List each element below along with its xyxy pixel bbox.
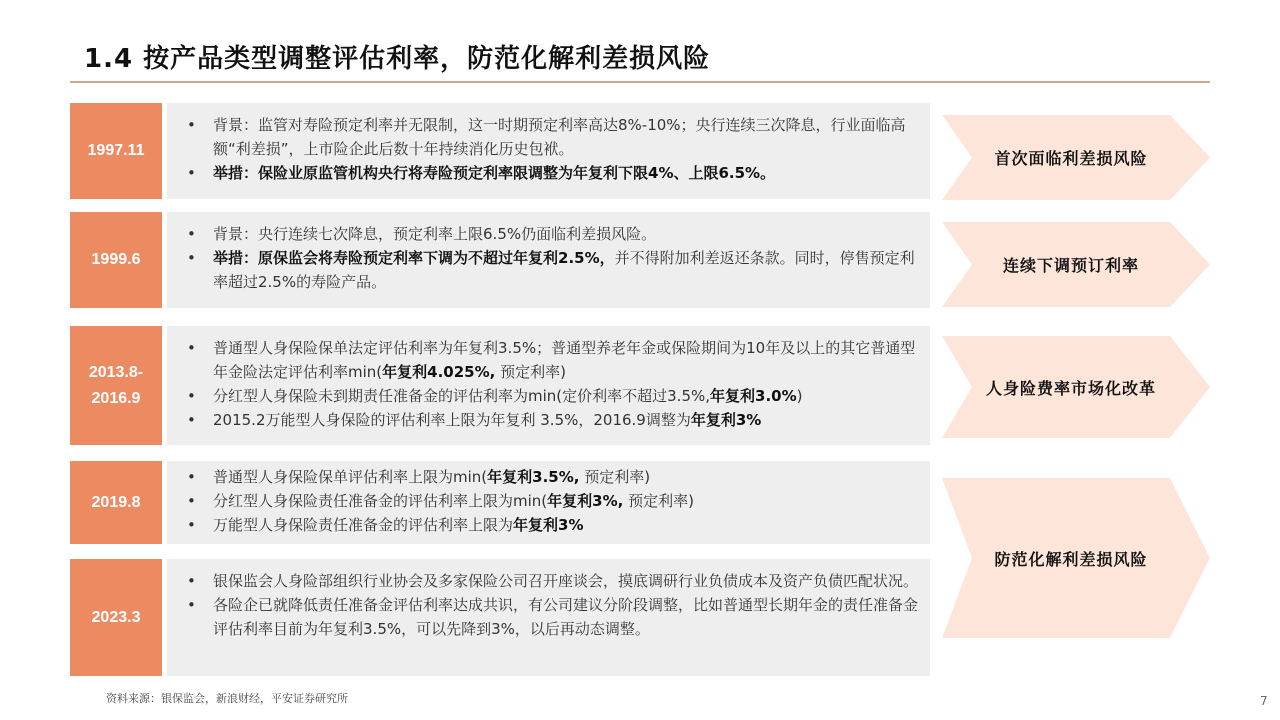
bullet-text: 银保监会人身险部组织行业协会及多家保险公司召开座谈会，摸底调研行业负债成本及资产负债匹配状况。: [213, 572, 919, 590]
date-line-2: 2016.9: [91, 389, 141, 407]
bullet-item: [187, 569, 920, 593]
chevron-arrow-4: [942, 478, 1210, 638]
timeline-row-2013: [70, 326, 930, 445]
bullet-text: 分红型人身保险未到期责任准备金的评估利率为min(定价利率不超过3.5%,年复利3.0%): [213, 387, 803, 405]
bullet-item: [187, 465, 920, 489]
bullet-item: [187, 408, 920, 432]
bullet-dot: •: [187, 572, 196, 590]
row-content: [167, 212, 930, 308]
arrow-label: 防范化解利差损风险: [994, 549, 1148, 569]
timeline-row-2019: [70, 461, 930, 544]
date-box: [70, 326, 162, 445]
bullet-dot: •: [187, 468, 196, 486]
bullet-text: 背景：央行连续七次降息，预定利率上限6.5%仍面临利差损风险。: [213, 225, 657, 243]
timeline-row-1999: [70, 212, 930, 308]
timeline-row-1997: [70, 103, 930, 199]
bullet-dot: •: [187, 249, 196, 267]
date-box: 1997.11: [70, 103, 162, 199]
bullet-text: 普通型人身保险保单评估利率上限为min(年复利3.5%, 预定利率): [213, 468, 651, 486]
row-content: [167, 559, 930, 676]
row-content: [167, 326, 930, 445]
date-line-1: 2013.8-: [88, 363, 144, 381]
source-note: 资料来源：银保监会，新浪财经，平安证券研究所: [106, 692, 348, 705]
bullet-text: 普通型人身保险保单法定评估利率为年复利3.5%；普通型养老年金或保险期间为10年及以上的其它普通型年金险法定评估利率min(年复利4.025%, 预定利率): [213, 339, 916, 381]
bullet-dot: •: [187, 164, 196, 182]
bullet-item: [187, 336, 920, 384]
arrow-label: 连续下调预订利率: [1002, 256, 1139, 275]
date-box: 2019.8: [70, 461, 162, 544]
page-title: 1.4 按产品类型调整评估利率，防范化解利差损风险: [84, 44, 711, 74]
bullet-dot: •: [187, 492, 196, 510]
bullet-dot: •: [187, 225, 196, 243]
bullet-dot: •: [187, 596, 196, 614]
title-divider: [70, 81, 1210, 83]
bullet-item: [187, 113, 920, 161]
bullet-item: [187, 222, 920, 246]
bullet-item: [187, 161, 920, 185]
bullet-dot: •: [187, 339, 196, 357]
date-box: 1999.6: [70, 212, 162, 308]
chevron-arrow-1: [942, 115, 1210, 200]
bullet-item: [187, 384, 920, 408]
bullet-item: [187, 513, 920, 537]
timeline-row-2023: [70, 559, 930, 676]
bullet-item: [187, 489, 920, 513]
row-content: [167, 103, 930, 199]
bullet-text: 举措：保险业原监管机构央行将寿险预定利率限调整为年复利下限4%、上限6.5%。: [213, 164, 776, 182]
chevron-arrow-3: [942, 336, 1210, 438]
bullet-dot: •: [187, 387, 196, 405]
bullet-text: 举措：原保监会将寿险预定利率下调为不超过年复利2.5%，并不得附加利差返还条款。同时，停售预定利率超过2.5%的寿险产品。: [213, 249, 915, 291]
chevron-arrow-2: [942, 222, 1210, 307]
bullet-text: 2015.2万能型人身保险的评估利率上限为年复利 3.5%，2016.9调整为年复利3%: [213, 411, 762, 429]
arrow-label: 首次面临利差损风险: [994, 149, 1148, 168]
bullet-text: 万能型人身保险责任准备金的评估利率上限为年复利3%: [213, 516, 584, 534]
bullet-dot: •: [187, 516, 196, 534]
bullet-text: 分红型人身保险责任准备金的评估利率上限为min(年复利3%, 预定利率): [213, 492, 694, 510]
bullet-dot: •: [187, 116, 196, 134]
arrow-label: 人身险费率市场化改革: [985, 378, 1156, 398]
bullet-item: [187, 593, 920, 641]
date-box: 2023.3: [70, 559, 162, 676]
bullet-text: 各险企已就降低责任准备金评估利率达成共识，有公司建议分阶段调整，比如普通型长期年金的责任准备金评估利率目前为年复利3.5%，可以先降到3%，以后再动态调整。: [213, 596, 919, 638]
row-content: [167, 461, 930, 544]
page-number: 7: [1260, 694, 1268, 708]
bullet-dot: •: [187, 411, 196, 429]
bullet-item: [187, 246, 920, 294]
bullet-text: 背景：监管对寿险预定利率并无限制，这一时期预定利率高达8%-10%；央行连续三次降息，行业面临高额“利差损”，上市险企此后数十年持续消化历史包袱。: [213, 116, 906, 158]
